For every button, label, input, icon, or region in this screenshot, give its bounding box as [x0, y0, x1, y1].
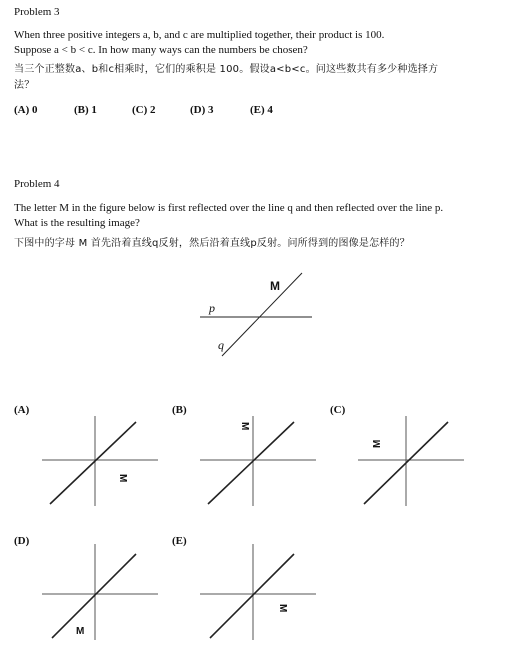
line-q — [222, 273, 302, 356]
option-d-label: (D) — [14, 535, 30, 547]
problem-3-text-line-2: Suppose a < b < c. In how many ways can the numbers be chosen? — [14, 44, 308, 56]
problem-3-choice-a: (A) 0 — [14, 104, 38, 116]
option-d-figure — [40, 540, 170, 650]
problem-4-title: Problem 4 — [14, 178, 60, 190]
problem-3-choice-d: (D) 3 — [190, 104, 214, 116]
problem-3-choice-c: (C) 2 — [132, 104, 156, 116]
problem-3-choice-e: (E) 4 — [250, 104, 273, 116]
option-c-label: (C) — [330, 404, 346, 416]
label-q: q — [218, 338, 224, 352]
problem-3-choice-b: (B) 1 — [74, 104, 97, 116]
option-c-letter: M — [372, 439, 383, 448]
problem-3-text-line-1: When three positive integers a, b, and c are multiplied together, their product is 100. — [14, 29, 385, 41]
option-e-label: (E) — [172, 535, 187, 547]
option-a-figure — [40, 410, 170, 510]
option-b-label: (B) — [172, 404, 187, 416]
problem-4-text-line-1: The letter M in the figure below is first reflected over the line q and then reflected over the line p. — [14, 202, 444, 214]
option-b-letter: M — [239, 422, 250, 431]
problem-4-text-line-2: What is the resulting image? — [14, 217, 140, 229]
problem-3-chinese-line-1: 当三个正整数a、b和c相乘时，它们的乘积是 100。假设a<b<c。问这些数共有多少种选择方 — [14, 64, 439, 75]
option-e-letter: M — [277, 604, 288, 613]
option-c-figure — [356, 410, 486, 510]
problem-4-chinese-line: 下图中的字母 M 首先沿着直线q反射，然后沿着直线p反射。问所得到的图像是怎样的？ — [14, 238, 410, 249]
problem-3-title: Problem 3 — [14, 6, 60, 18]
option-b-figure — [198, 410, 328, 510]
option-a-letter: M — [117, 474, 128, 483]
letter-m: M — [270, 279, 280, 293]
option-d-letter: M — [76, 626, 85, 637]
option-a-label: (A) — [14, 404, 30, 416]
problem-3-chinese-line-2: 法？ — [14, 80, 35, 91]
main-figure — [200, 270, 330, 360]
label-p: p — [209, 301, 215, 315]
option-e-figure — [198, 540, 328, 650]
